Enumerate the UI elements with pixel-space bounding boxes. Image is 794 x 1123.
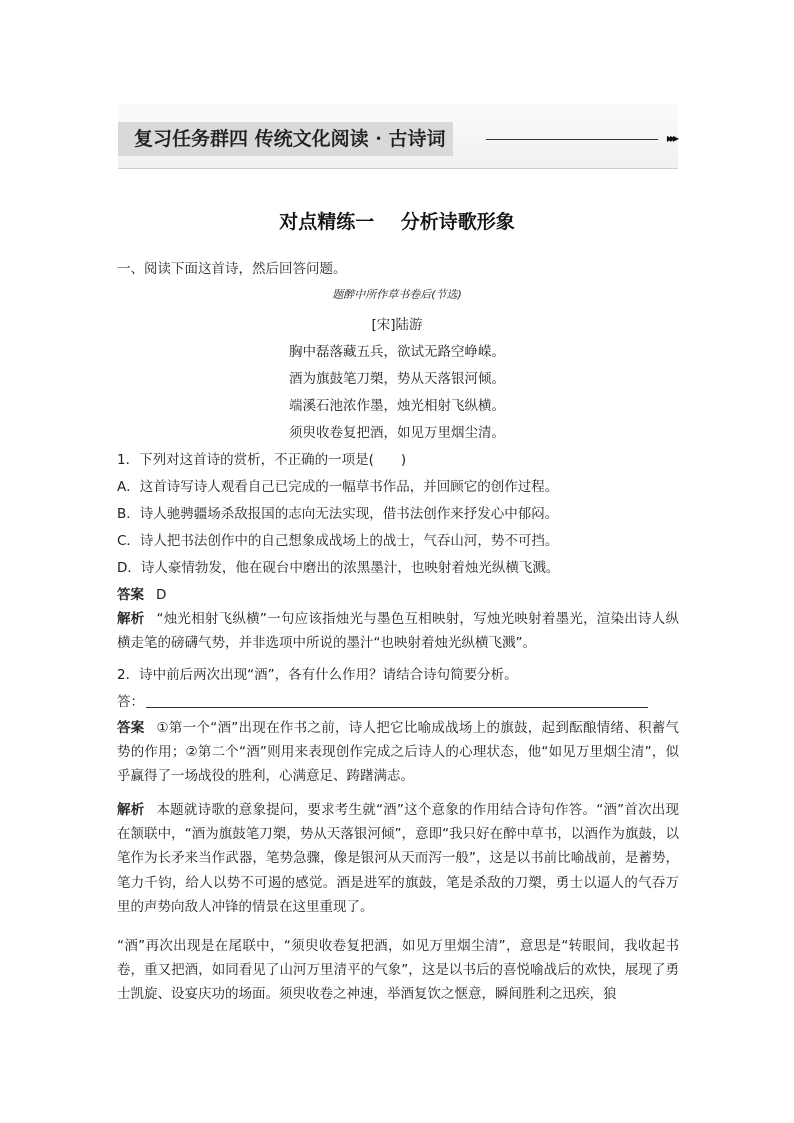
chapter-header xyxy=(118,103,678,169)
answer-value: D xyxy=(156,587,167,603)
option-a: A．这首诗写诗人观看自己已完成的一幅草书作品，并回顾它的创作过程。 xyxy=(117,479,559,495)
poem-line: 端溪石池浓作墨，烛光相射飞纵横。 xyxy=(289,398,505,414)
analysis-label: 解析 xyxy=(117,802,145,818)
option-d: D．诗人豪情勃发，他在砚台中磨出的浓黑墨汁，也映射着烛光纵横飞溅。 xyxy=(117,560,560,576)
answer-label: 答案 xyxy=(117,720,145,736)
answer-prompt: 答： xyxy=(117,694,144,710)
reading-instruction: 一、阅读下面这首诗，然后回答问题。 xyxy=(117,261,347,277)
question-1-analysis xyxy=(117,607,679,655)
section-title: 对点精练一 分析诗歌形象 xyxy=(279,211,515,233)
question-2-analysis xyxy=(117,798,679,919)
poem-title: 题醉中所作草书卷后(节选) xyxy=(332,288,462,301)
question-2-analysis-continued: “酒”再次出现是在尾联中，“须臾收卷复把酒，如见万里烟尘清”，意思是“转眼间，我收起书卷，重又把酒，如同看见了山河万里清平的气象”，这是以书后的喜悦喻战后的欢快，展现了勇士凯旋、设宴庆功的场面。须臾收卷之神速，举酒复饮之惬意，瞬间胜利之迅疾，狼 xyxy=(117,938,679,1003)
analysis-text: 本题就诗歌的意象提问，要求考生就“酒”这个意象的作用结合诗句作答。“酒”首次出现在颔联中，“酒为旗鼓笔刀槊，势从天落银河倾”，意即“我只好在醉中草书，以酒作为旗鼓，以笔作为长矛来当作武器，笔势急骤，像是银河从天而泻一般”，这是以书前比喻战前，是蓄势，笔力千钧，给人以势不可遏的感觉。酒是进军的旗鼓，笔是杀敌的刀槊，勇士以逼人的气吞万里的声势向敌人冲锋的情景在这里重现了。 xyxy=(117,802,680,915)
question-1-stem: 1．下列对这首诗的赏析，不正确的一项是( ) xyxy=(117,452,407,468)
poem-line: 须臾收卷复把酒，如见万里烟尘清。 xyxy=(289,425,505,441)
question-2-stem: 2．诗中前后两次出现“酒”，各有什么作用？请结合诗句简要分析。 xyxy=(117,667,518,683)
answer-label: 答案 xyxy=(117,587,144,603)
option-c: C．诗人把书法创作中的自己想象成战场上的战士，气吞山河，势不可挡。 xyxy=(117,533,559,549)
chapter-title: 复习任务群四 传统文化阅读 · 古诗词 xyxy=(118,122,453,156)
poem-author: [宋]陆游 xyxy=(371,317,423,333)
analysis-label: 解析 xyxy=(117,611,145,627)
poem-line: 胸中磊落藏五兵，欲试无路空峥嵘。 xyxy=(289,344,505,360)
poem-line: 酒为旗鼓笔刀槊，势从天落银河倾。 xyxy=(289,371,505,387)
header-divider xyxy=(118,168,678,169)
analysis-text: “烛光相射飞纵横”一句应该指烛光与墨色互相映射，写烛光映射着墨光，渲染出诗人纵横走笔的磅礴气势，并非选项中所说的墨汁“也映射着烛光纵横飞溅”。 xyxy=(117,611,679,652)
question-1-answer xyxy=(117,583,166,603)
arrow-icon: ▸▸▸ xyxy=(666,131,676,145)
answer-text: ①第一个“酒”出现在作书之前，诗人把它比喻成战场上的旗鼓，起到酝酿情绪、积蓄气势的作用；②第二个“酒”则用来表现创作完成之后诗人的心理状态，他“如见万里烟尘清”，似乎赢得了一场战役的胜利，心满意足、踌躇满志。 xyxy=(117,720,679,785)
header-rule xyxy=(486,139,658,140)
option-b: B．诗人驰骋疆场杀敌报国的志向无法实现，借书法创作来抒发心中郁闷。 xyxy=(117,506,559,522)
question-2-answer xyxy=(117,716,679,789)
answer-blank-line xyxy=(146,707,648,708)
